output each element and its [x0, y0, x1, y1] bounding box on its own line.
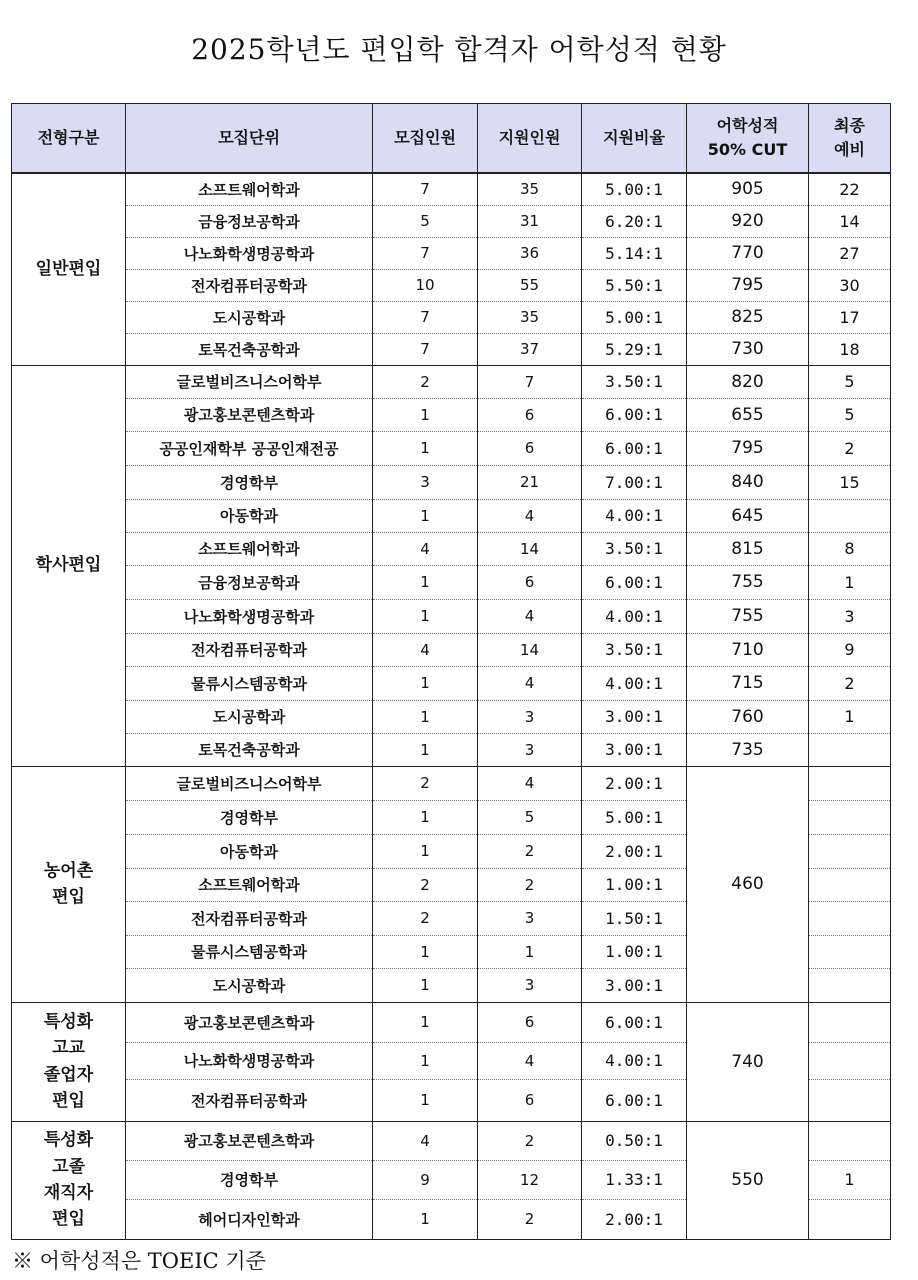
reserve-cell: 1 — [809, 565, 891, 599]
unit-cell: 경영학부 — [126, 1160, 373, 1199]
reserve-cell: 5 — [809, 398, 891, 431]
cut-cell: 710 — [687, 633, 809, 666]
unit-cell: 경영학부 — [126, 800, 373, 834]
reserve-cell: 30 — [809, 269, 891, 301]
reserve-cell — [809, 901, 891, 935]
quota-cell: 1 — [373, 700, 478, 733]
unit-cell: 글로벌비즈니스어학부 — [126, 365, 373, 398]
ratio-cell: 1.00:1 — [582, 935, 687, 968]
reserve-cell: 2 — [809, 431, 891, 465]
ratio-cell: 5.00:1 — [582, 173, 687, 205]
quota-cell: 1 — [373, 968, 478, 1002]
ratio-cell: 0.50:1 — [582, 1121, 687, 1160]
quota-cell: 1 — [373, 733, 478, 766]
applicants-cell: 4 — [478, 666, 582, 700]
header-row — [12, 104, 891, 174]
quota-cell: 1 — [373, 431, 478, 465]
ratio-cell: 6.00:1 — [582, 1002, 687, 1042]
group-label — [12, 365, 126, 766]
group-label-line: 농어촌 — [43, 860, 94, 881]
applicants-cell: 3 — [478, 700, 582, 733]
applicants-cell: 4 — [478, 1042, 582, 1079]
quota-cell: 1 — [373, 1002, 478, 1042]
reserve-cell — [809, 1042, 891, 1079]
cut-cell-merged: 740 — [687, 1002, 809, 1121]
reserve-cell: 5 — [809, 365, 891, 398]
unit-cell: 전자컴퓨터공학과 — [126, 901, 373, 935]
unit-cell: 경영학부 — [126, 465, 373, 499]
header-cut — [687, 104, 809, 174]
header-applicants: 지원인원 — [478, 104, 582, 174]
table-row — [12, 431, 891, 465]
quota-cell: 5 — [373, 205, 478, 237]
reserve-cell — [809, 766, 891, 800]
applicants-cell: 14 — [478, 633, 582, 666]
ratio-cell: 3.00:1 — [582, 968, 687, 1002]
group-label — [12, 1121, 126, 1239]
table-row — [12, 333, 891, 365]
cut-cell: 820 — [687, 365, 809, 398]
cut-cell: 755 — [687, 565, 809, 599]
unit-cell: 나노화학생명공학과 — [126, 237, 373, 269]
header-cut-line1: 어학성적 — [716, 116, 779, 135]
reserve-cell: 2 — [809, 666, 891, 700]
cut-cell: 730 — [687, 333, 809, 365]
quota-cell: 1 — [373, 565, 478, 599]
unit-cell: 아동학과 — [126, 834, 373, 868]
applicants-cell: 2 — [478, 834, 582, 868]
cut-cell: 795 — [687, 431, 809, 465]
unit-cell: 전자컴퓨터공학과 — [126, 1079, 373, 1121]
applicants-cell: 3 — [478, 968, 582, 1002]
applicants-cell: 7 — [478, 365, 582, 398]
applicants-cell: 2 — [478, 1121, 582, 1160]
cut-cell: 815 — [687, 532, 809, 565]
quota-cell: 2 — [373, 868, 478, 901]
quota-cell: 1 — [373, 834, 478, 868]
table-row — [12, 1002, 891, 1042]
quota-cell: 2 — [373, 365, 478, 398]
group-label-line: 고교 — [52, 1038, 85, 1059]
quota-cell: 2 — [373, 901, 478, 935]
cut-cell: 905 — [687, 173, 809, 205]
group-label-line: 학사편입 — [35, 555, 102, 576]
page-title: 2025학년도 편입학 합격자 어학성적 현황 — [191, 33, 727, 66]
unit-cell: 광고홍보콘텐츠학과 — [126, 1002, 373, 1042]
ratio-cell: 2.00:1 — [582, 834, 687, 868]
reserve-cell — [809, 935, 891, 968]
quota-cell: 1 — [373, 1199, 478, 1239]
ratio-cell: 3.50:1 — [582, 633, 687, 666]
reserve-cell — [809, 733, 891, 766]
quota-cell: 1 — [373, 599, 478, 633]
table-row — [12, 565, 891, 599]
reserve-cell: 9 — [809, 633, 891, 666]
group-label — [12, 173, 126, 365]
footnote: ※ 어학성적은 TOEIC 기준 — [12, 1249, 266, 1273]
applicants-cell: 4 — [478, 766, 582, 800]
unit-cell: 금융정보공학과 — [126, 205, 373, 237]
ratio-cell: 5.50:1 — [582, 269, 687, 301]
group-label-line: 편입 — [52, 887, 85, 907]
group-label-line: 일반편입 — [35, 259, 102, 280]
table-row — [12, 700, 891, 733]
table-row — [12, 301, 891, 333]
quota-cell: 2 — [373, 766, 478, 800]
ratio-cell: 6.20:1 — [582, 205, 687, 237]
table-row — [12, 1121, 891, 1160]
unit-cell: 물류시스템공학과 — [126, 935, 373, 968]
quota-cell: 9 — [373, 1160, 478, 1199]
applicants-cell: 6 — [478, 431, 582, 465]
cut-cell: 760 — [687, 700, 809, 733]
reserve-cell: 15 — [809, 465, 891, 499]
reserve-cell — [809, 868, 891, 901]
ratio-cell: 5.14:1 — [582, 237, 687, 269]
ratio-cell: 5.29:1 — [582, 333, 687, 365]
quota-cell: 1 — [373, 398, 478, 431]
quota-cell: 1 — [373, 1079, 478, 1121]
applicants-cell: 2 — [478, 1199, 582, 1239]
cut-cell: 645 — [687, 499, 809, 532]
applicants-cell: 3 — [478, 733, 582, 766]
unit-cell: 물류시스템공학과 — [126, 666, 373, 700]
unit-cell: 글로벌비즈니스어학부 — [126, 766, 373, 800]
unit-cell: 공공인재학부 공공인재전공 — [126, 431, 373, 465]
table-row — [12, 173, 891, 205]
ratio-cell: 6.00:1 — [582, 565, 687, 599]
table-row — [12, 499, 891, 532]
ratio-cell: 6.00:1 — [582, 1079, 687, 1121]
ratio-cell: 4.00:1 — [582, 1042, 687, 1079]
table-row — [12, 465, 891, 499]
unit-cell: 헤어디자인학과 — [126, 1199, 373, 1239]
cut-cell: 770 — [687, 237, 809, 269]
table-row — [12, 237, 891, 269]
ratio-cell: 3.50:1 — [582, 365, 687, 398]
group-label-line: 특성화 — [43, 1130, 94, 1151]
applicants-cell: 3 — [478, 901, 582, 935]
ratio-cell: 2.00:1 — [582, 766, 687, 800]
group-label-line: 졸업자 — [43, 1064, 94, 1085]
ratio-cell: 1.00:1 — [582, 868, 687, 901]
ratio-cell: 4.00:1 — [582, 499, 687, 532]
ratio-cell: 5.00:1 — [582, 800, 687, 834]
header-type: 전형구분 — [12, 104, 126, 174]
table-row — [12, 766, 891, 800]
header-ratio: 지원비율 — [582, 104, 687, 174]
reserve-cell: 18 — [809, 333, 891, 365]
unit-cell: 소프트웨어학과 — [126, 868, 373, 901]
header-reserve-line2: 예비 — [834, 140, 865, 159]
reserve-cell: 14 — [809, 205, 891, 237]
applicants-cell: 4 — [478, 599, 582, 633]
applicants-cell: 5 — [478, 800, 582, 834]
group-label-line: 편입 — [52, 1209, 85, 1230]
applicants-cell: 31 — [478, 205, 582, 237]
table-row — [12, 599, 891, 633]
reserve-cell: 8 — [809, 532, 891, 565]
group-label-line: 고졸 — [52, 1156, 85, 1177]
applicants-cell: 12 — [478, 1160, 582, 1199]
applicants-cell: 36 — [478, 237, 582, 269]
cut-cell: 755 — [687, 599, 809, 633]
header-reserve-line1: 최종 — [834, 116, 865, 135]
quota-cell: 4 — [373, 532, 478, 565]
header-quota: 모집인원 — [373, 104, 478, 174]
reserve-cell — [809, 1002, 891, 1042]
header-cut-line2: 50% CUT — [707, 140, 788, 159]
reserve-cell — [809, 834, 891, 868]
ratio-cell: 3.00:1 — [582, 733, 687, 766]
ratio-cell: 7.00:1 — [582, 465, 687, 499]
ratio-cell: 3.50:1 — [582, 532, 687, 565]
unit-cell: 나노화학생명공학과 — [126, 599, 373, 633]
cut-cell: 655 — [687, 398, 809, 431]
unit-cell: 아동학과 — [126, 499, 373, 532]
quota-cell: 10 — [373, 269, 478, 301]
admission-results-table — [11, 103, 891, 1240]
quota-cell: 7 — [373, 301, 478, 333]
reserve-cell: 1 — [809, 1160, 891, 1199]
unit-cell: 도시공학과 — [126, 968, 373, 1002]
group-label-line: 특성화 — [43, 1011, 94, 1032]
quota-cell: 1 — [373, 499, 478, 532]
ratio-cell: 6.00:1 — [582, 431, 687, 465]
applicants-cell: 21 — [478, 465, 582, 499]
unit-cell: 소프트웨어학과 — [126, 173, 373, 205]
ratio-cell: 4.00:1 — [582, 599, 687, 633]
quota-cell: 4 — [373, 1121, 478, 1160]
cut-cell-merged: 460 — [687, 766, 809, 1002]
unit-cell: 광고홍보콘텐츠학과 — [126, 398, 373, 431]
table-row — [12, 365, 891, 398]
group-label — [12, 766, 126, 1002]
unit-cell: 토목건축공학과 — [126, 333, 373, 365]
reserve-cell: 17 — [809, 301, 891, 333]
table-body — [12, 173, 891, 1239]
applicants-cell: 2 — [478, 868, 582, 901]
reserve-cell — [809, 499, 891, 532]
table-row — [12, 269, 891, 301]
table-row — [12, 633, 891, 666]
reserve-cell — [809, 968, 891, 1002]
quota-cell: 1 — [373, 800, 478, 834]
quota-cell: 7 — [373, 237, 478, 269]
table-row — [12, 205, 891, 237]
unit-cell: 도시공학과 — [126, 301, 373, 333]
unit-cell: 도시공학과 — [126, 700, 373, 733]
applicants-cell: 6 — [478, 398, 582, 431]
ratio-cell: 4.00:1 — [582, 666, 687, 700]
table-row — [12, 532, 891, 565]
cut-cell: 715 — [687, 666, 809, 700]
reserve-cell: 1 — [809, 700, 891, 733]
cut-cell: 840 — [687, 465, 809, 499]
applicants-cell: 55 — [478, 269, 582, 301]
quota-cell: 1 — [373, 666, 478, 700]
table-row — [12, 733, 891, 766]
table-row — [12, 666, 891, 700]
applicants-cell: 37 — [478, 333, 582, 365]
unit-cell: 토목건축공학과 — [126, 733, 373, 766]
header-unit: 모집단위 — [126, 104, 373, 174]
reserve-cell — [809, 1199, 891, 1239]
quota-cell: 4 — [373, 633, 478, 666]
unit-cell: 나노화학생명공학과 — [126, 1042, 373, 1079]
cut-cell: 735 — [687, 733, 809, 766]
applicants-cell: 6 — [478, 565, 582, 599]
ratio-cell: 1.33:1 — [582, 1160, 687, 1199]
unit-cell: 소프트웨어학과 — [126, 532, 373, 565]
applicants-cell: 6 — [478, 1079, 582, 1121]
quota-cell: 7 — [373, 333, 478, 365]
cut-cell: 825 — [687, 301, 809, 333]
quota-cell: 1 — [373, 935, 478, 968]
applicants-cell: 35 — [478, 173, 582, 205]
reserve-cell: 3 — [809, 599, 891, 633]
unit-cell: 전자컴퓨터공학과 — [126, 633, 373, 666]
group-label-line: 편입 — [52, 1090, 85, 1111]
cut-cell-merged: 550 — [687, 1121, 809, 1239]
quota-cell: 7 — [373, 173, 478, 205]
applicants-cell: 4 — [478, 499, 582, 532]
cut-cell: 920 — [687, 205, 809, 237]
ratio-cell: 2.00:1 — [582, 1199, 687, 1239]
ratio-cell: 6.00:1 — [582, 398, 687, 431]
group-label-line: 재직자 — [43, 1183, 94, 1203]
unit-cell: 금융정보공학과 — [126, 565, 373, 599]
ratio-cell: 1.50:1 — [582, 901, 687, 935]
applicants-cell: 6 — [478, 1002, 582, 1042]
applicants-cell: 35 — [478, 301, 582, 333]
header-reserve — [809, 104, 891, 174]
unit-cell: 광고홍보콘텐츠학과 — [126, 1121, 373, 1160]
applicants-cell: 1 — [478, 935, 582, 968]
reserve-cell: 22 — [809, 173, 891, 205]
ratio-cell: 5.00:1 — [582, 301, 687, 333]
reserve-cell — [809, 1121, 891, 1160]
unit-cell: 전자컴퓨터공학과 — [126, 269, 373, 301]
reserve-cell: 27 — [809, 237, 891, 269]
reserve-cell — [809, 800, 891, 834]
cut-cell: 795 — [687, 269, 809, 301]
table-row — [12, 398, 891, 431]
group-label — [12, 1002, 126, 1121]
applicants-cell: 14 — [478, 532, 582, 565]
quota-cell: 3 — [373, 465, 478, 499]
quota-cell: 1 — [373, 1042, 478, 1079]
ratio-cell: 3.00:1 — [582, 700, 687, 733]
reserve-cell — [809, 1079, 891, 1121]
